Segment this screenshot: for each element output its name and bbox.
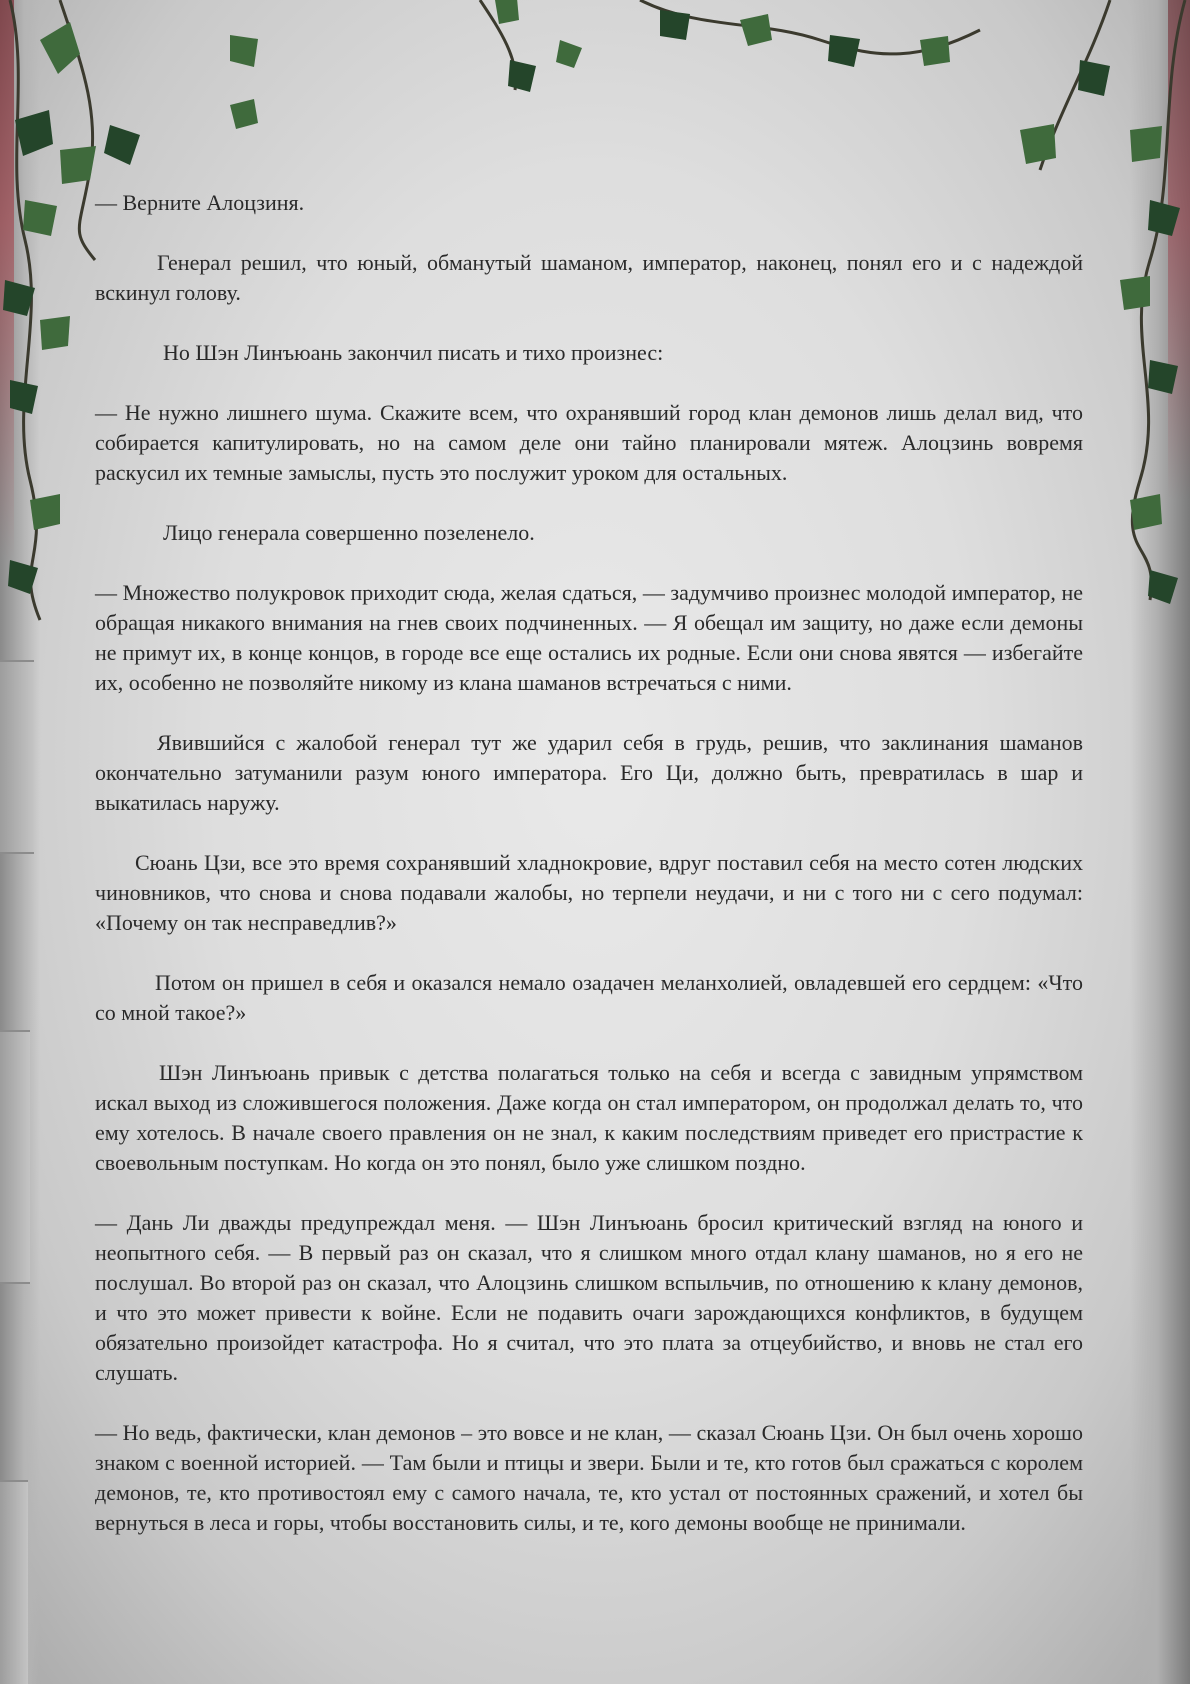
paragraph: Сюань Цзи, все это время сохранявший хладнокровие, вдруг поставил себя на место сотен людских чиновников, что снова и снова подавали жалобы, но терпели неудачи, и ни с того ни с сего подумал: «Почему он так несправедлив?» [95,850,1083,935]
paragraph: — Верните Алоцзиня. [95,190,305,215]
paragraph: Лицо генерала совершенно позеленело. [163,520,535,545]
paragraph: Но Шэн Линъюань закончил писать и тихо произнес: [163,340,664,365]
stone-block [0,660,34,854]
paragraph: Генерал решил, что юный, обманутый шаманом, император, наконец, понял его и с надеждой вскинул голову. [95,250,1083,305]
paragraph: Потом он пришел в себя и оказался немало озадачен меланхолией, овладевшей его сердцем: «Что со мной такое?» [95,970,1083,1025]
paragraph: — Множество полукровок приходит сюда, желая сдаться, — задумчиво произнес молодой император, не обращая никакого внимания на гнев своих подчиненных. — Я обещал им защиту, но даже если демоны не примут их, в конце концов, в городе все еще остались их родные. Если они снова явятся — избегайте их, особенно не позволяйте никому из клана шаманов встречаться с ними. [95,580,1083,695]
stone-block [0,1480,28,1684]
paragraph: — Но ведь, фактически, клан демонов – это вовсе и не клан, — сказал Сюань Цзи. Он был очень хорошо знаком с военной историей. — Там были и птицы и звери. Были и те, кто готов был сражаться с королем демонов, те, кто противостоял ему с самого начала, те, кто устал от постоянных сражений, и хотел бы вернуться в леса и горы, чтобы восстановить силы, и те, кого демоны вообще не принимали. [95,1420,1083,1535]
paragraph: — Не нужно лишнего шума. Скажите всем, что охранявший город клан демонов лишь делал вид, что собирается капитулировать, но на самом деле они тайно планировали мятеж. Алоцзинь вовремя раскусил их темные замыслы, пусть это послужит уроком для остальных. [95,400,1083,485]
paragraph: Шэн Линъюань привык с детства полагаться только на себя и всегда с завидным упрямством искал выход из сложившегося положения. Даже когда он стал императором, он продолжал делать то, что ему хотелось. В начале своего правления он не знал, к каким последствиям приведет его пристрастие к своевольным поступкам. Но когда он это понял, было уже слишком поздно. [95,1060,1083,1175]
body-text [95,188,1083,1538]
stone-block [0,1030,30,1284]
paragraph: — Дань Ли дважды предупреждал меня. — Шэн Линъюань бросил критический взгляд на юного и неопытного себя. — В первый раз он сказал, что я слишком много отдал клану шаманов, но я его не послушал. Во второй раз он сказал, что Алоцзинь слишком вспыльчив, по отношению к клану демонов, и что это может привести к войне. Если не подавить очаги зарождающихся конфликтов, в будущем обязательно произойдет катастрофа. Но я считал, что это плата за отцеубийство, и вновь не стал его слушать. [95,1210,1083,1385]
paragraph: Явившийся с жалобой генерал тут же ударил себя в грудь, решив, что заклинания шаманов окончательно затуманили разум юного императора. Его Ци, должно быть, превратилась в шар и выкатилась наружу. [95,730,1083,815]
